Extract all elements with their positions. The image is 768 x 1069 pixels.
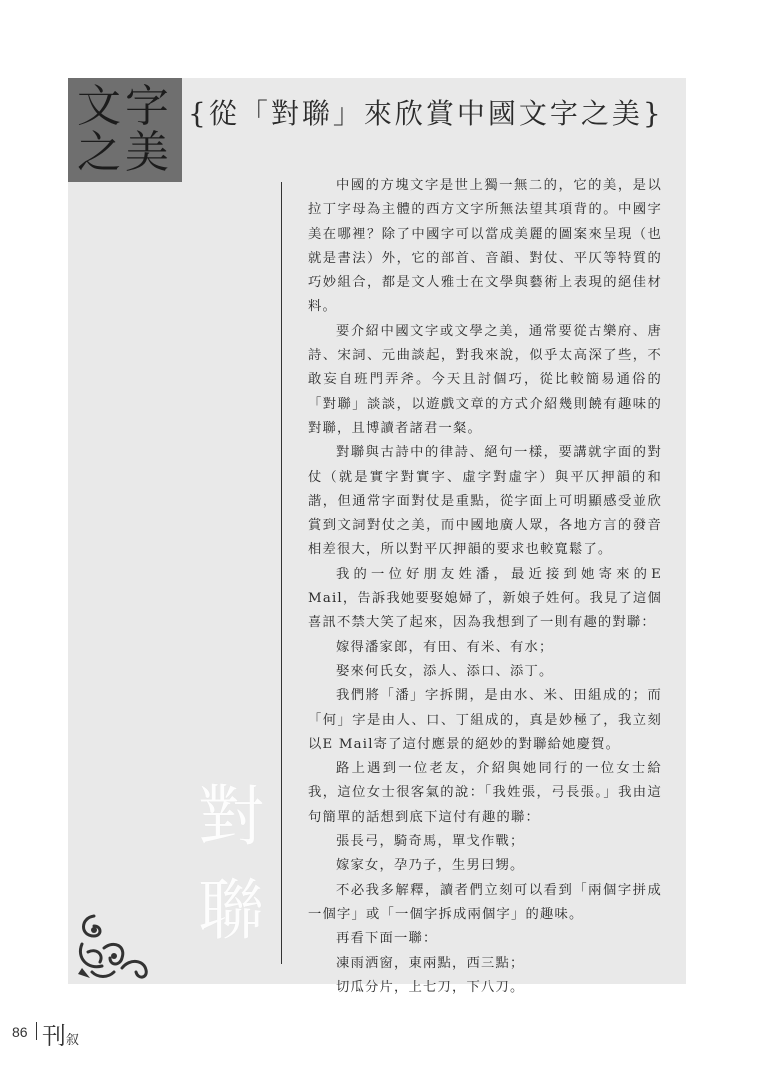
logo-main-char: 刊 xyxy=(42,1022,66,1050)
section-title-line2: 之美 xyxy=(77,127,173,178)
column-divider xyxy=(281,182,282,964)
couplet-line: 嫁家女，孕乃子，生男曰甥。 xyxy=(336,858,525,874)
article-body xyxy=(308,174,662,1000)
paragraph: 我的一位好朋友姓潘，最近接到她寄來的E Mail，告訴我她要娶媳婦了，新娘子姓何。我見了這個喜訊不禁大笑了起來，因為我想到了一則有趣的對聯： xyxy=(308,566,662,631)
calligraphy-char-2: 聯 xyxy=(198,872,264,949)
paragraph: 中國的方塊文字是世上獨一無二的，它的美，是以拉丁字母為主體的西方文字所無法望其項背的。中國字美在哪裡？除了中國字可以當成美麗的圖案來呈現（也就是書法）外，它的部首、音韻、對仗、平仄等特質的巧妙組合，都是文人雅士在文學與藝術上表現的絕佳材料。 xyxy=(308,178,662,315)
couplet-line: 嫁得潘家郎，有田、有米、有水； xyxy=(336,639,554,655)
calligraphy-char-1: 對 xyxy=(198,778,264,855)
paragraph: 對聯與古詩中的律詩、絕句一樣，要講就字面的對仗（就是實字對實字、虛字對虛字）與平仄押韻的和諧，但通常字面對仗是重點，從字面上可明顯感受並欣賞到文詞對仗之美，而中國地廣人眾，各地方言的發音相差很大，所以對平仄押韻的要求也較寬鬆了。 xyxy=(308,445,662,558)
couplet-line: 凍雨洒窗，東兩點，西三點； xyxy=(336,955,525,971)
couplet-line: 張長弓，騎奇馬，單戈作戰； xyxy=(336,834,525,850)
section-title-block xyxy=(68,78,182,182)
page-number: 86 xyxy=(12,1024,28,1040)
paragraph: 不必我多解釋，讀者們立刻可以看到「兩個字拼成一個字」或「一個字拆成兩個字」的趣味。 xyxy=(308,882,662,922)
couplet-line: 切瓜分片，上七刀，下八刀。 xyxy=(336,979,525,995)
paragraph: 再看下面一聯： xyxy=(336,931,438,947)
section-title-line1: 文字 xyxy=(77,81,173,132)
scroll-ornament-icon xyxy=(74,908,152,980)
article-title: {從「對聯」來欣賞中國文字之美} xyxy=(188,97,664,130)
paragraph: 路上遇到一位老友，介紹與她同行的一位女士給我，這位女士很客氣的說：「我姓張，弓長張。」我由這句簡單的話想到底下這付有趣的聯： xyxy=(308,761,662,825)
paragraph: 我們將「潘」字拆開，是由水、米、田組成的；而「何」字是由人、口、丁組成的，真是妙極了，我立刻以E Mail寄了這付應景的絕妙的對聯給她慶賀。 xyxy=(308,688,662,752)
magazine-logo xyxy=(42,1016,79,1051)
footer-divider xyxy=(36,1022,37,1040)
paragraph: 要介紹中國文字或文學之美，通常要從古樂府、唐詩、宋詞、元曲談起，對我來說，似乎太高深了些，不敢妄自班門弄斧。今天且討個巧，從比較簡易通俗的「對聯」談談，以遊戲文章的方式介紹幾則饒有趣味的對聯，且博讀者諸君一粲。 xyxy=(308,323,662,436)
couplet-line: 娶來何氏女，添人、添口、添丁。 xyxy=(336,663,554,679)
calligraphy-decoration xyxy=(196,770,266,958)
logo-sub-char: 叙 xyxy=(66,1033,80,1048)
